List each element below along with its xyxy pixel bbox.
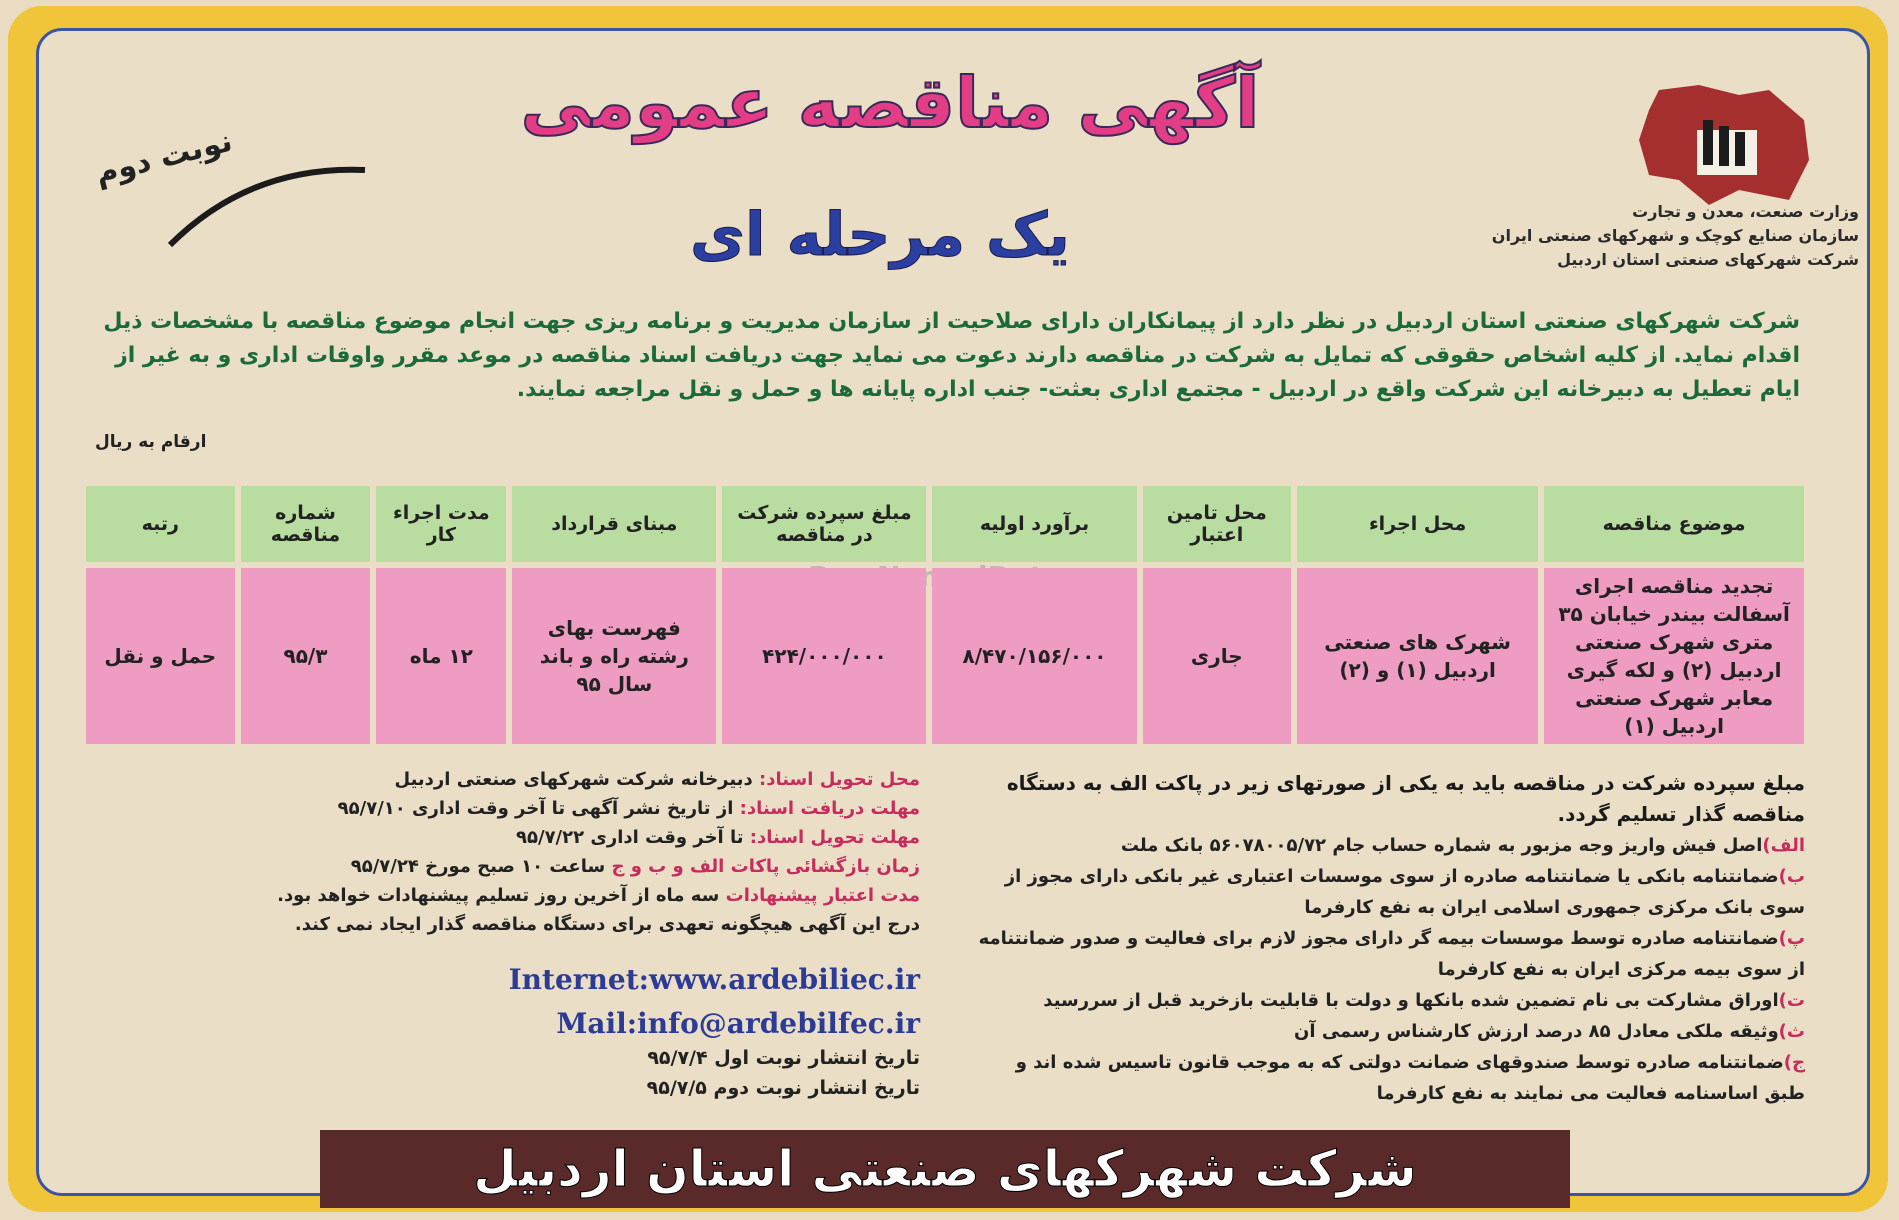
email-link[interactable]: Mail:info@ardebilfec.ir <box>556 1007 920 1040</box>
organization-lines <box>1439 200 1859 272</box>
turn-label: نوبت دوم <box>91 123 236 192</box>
deposit-item <box>975 861 1805 923</box>
deposit-item-text: ضمانتنامه صادره توسط صندوقهای ضمانت دولتی که به موجب قانون تاسیس شده اند و طبق اساسنامه فعالیت می نمایند به نفع کارفرما <box>1015 1052 1805 1104</box>
deposit-item <box>975 923 1805 985</box>
page-title: آگهی مناقصه عمومی <box>520 62 1260 144</box>
ministry-logo <box>1619 80 1819 210</box>
deposit-item-mark: ث) <box>1778 1021 1805 1042</box>
deposit-lead: مبلغ سپرده شرکت در مناقصه باید به یکی از صورتهای زیر در پاکت الف به دستگاه مناقصه گذار تسلیم گردد. <box>1006 771 1805 826</box>
org-line: سازمان صنایع کوچک و شهرکهای صنعتی ایران <box>1491 226 1859 245</box>
deposit-section <box>975 768 1805 1109</box>
footer-banner: شرکت شهرکهای صنعتی استان اردبیل <box>320 1130 1570 1208</box>
col-contract-basis: مبنای قرارداد <box>512 486 716 562</box>
detail-label: مهلت دریافت اسناد: <box>739 798 920 819</box>
website-link[interactable]: Internet:www.ardebiliec.ir <box>508 963 920 996</box>
deposit-item <box>975 1016 1805 1047</box>
deposit-item-mark: ج) <box>1783 1052 1805 1073</box>
cell-estimate: ۸/۴۷۰/۱۵۶/۰۰۰ <box>932 568 1136 744</box>
deposit-item-text: اوراق مشارکت بی نام تضمین شده بانکها و دولت با قابلیت بازخرید قبل از سررسید <box>1043 990 1779 1011</box>
cell-location: شهرک های صنعتی اردبیل (۱) و (۲) <box>1297 568 1538 744</box>
detail-label: مهلت تحویل اسناد: <box>749 827 920 848</box>
detail-value: تا آخر وقت اداری ۹۵/۷/۲۲ <box>516 827 744 848</box>
publish-second: تاریخ انتشار نوبت دوم ۹۵/۷/۵ <box>646 1077 920 1099</box>
contact-block <box>470 958 920 1046</box>
detail-value: سه ماه از آخرین روز تسلیم پیشنهادات خواهد بود. <box>277 885 720 906</box>
col-funding: محل تامین اعتبار <box>1143 486 1291 562</box>
deposit-item <box>975 985 1805 1016</box>
org-line: وزارت صنعت، معدن و تجارت <box>1632 202 1859 221</box>
tender-table <box>80 480 1810 748</box>
intro-paragraph: شرکت شهرکهای صنعتی استان اردبیل در نظر دارد از پیمانکاران دارای صلاحیت از سازمان مدیریت و برنامه ریزی جهت انجام موضوع مناقصه با مشخصات ذیل اقدام نماید. از کلیه اشخاص حقوقی که تمایل به شرکت در مناقصه دارند دعوت می نماید جهت دریافت اسناد مناقصه در موعد مقرر واوقات اداری و به غیر از ایام تعطیل به دبیرخانه این شرکت واقع در اردبیل - مجتمع اداری بعثت- جنب اداره پایانه ها و حمل و نقل مراجعه نمایند. <box>103 309 1800 402</box>
publish-first: تاریخ انتشار نوبت اول ۹۵/۷/۴ <box>647 1047 920 1069</box>
deposit-item-text: ضمانتنامه بانکی یا ضمانتنامه صادره از سوی موسسات اعتباری غیر بانکی دارای مجوز از سوی بانک مرکزی جمهوری اسلامی ایران به نفع کارفرما <box>1004 866 1805 918</box>
cell-deposit: ۴۲۴/۰۰۰/۰۰۰ <box>722 568 926 744</box>
cell-duration: ۱۲ ماه <box>376 568 506 744</box>
detail-line <box>180 765 920 794</box>
detail-value: ساعت ۱۰ صبح مورخ ۹۵/۷/۲۴ <box>350 856 606 877</box>
detail-line <box>180 881 920 910</box>
deposit-item-mark: پ) <box>1778 928 1805 949</box>
cell-funding: جاری <box>1143 568 1291 744</box>
cell-subject: تجدید مناقصه اجرای آسفالت بیندر خیابان ۳۵ متری شهرک صنعتی اردبیل (۲) و لکه گیری معابر شهرک صنعتی اردبیل (۱) <box>1544 568 1804 744</box>
detail-line <box>180 823 920 852</box>
table-row <box>86 568 1804 744</box>
deposit-item-text: وثیقه ملکی معادل ۸۵ درصد ارزش کارشناس رسمی آن <box>1294 1021 1779 1042</box>
deposit-item-text: اصل فیش واریز وجه مزبور به شماره حساب جام ۵۶۰۷۸۰۰۵/۷۲ بانک ملت <box>1120 835 1763 856</box>
col-location: محل اجراء <box>1297 486 1538 562</box>
col-duration: مدت اجراء کار <box>376 486 506 562</box>
col-deposit: مبلغ سپرده شرکت در مناقصه <box>722 486 926 562</box>
disclaimer: درج این آگهی هیچگونه تعهدی برای دستگاه مناقصه گذار ایجاد نمی کند. <box>294 914 920 935</box>
detail-label: زمان بازگشائی پاکات الف و ب و ج <box>611 856 920 877</box>
deposit-item <box>975 1047 1805 1109</box>
detail-line <box>180 852 920 881</box>
deposit-item-mark: ت) <box>1778 990 1805 1011</box>
page-subtitle: یک مرحله ای <box>690 200 1070 270</box>
publish-dates <box>560 1043 920 1103</box>
detail-line <box>180 794 920 823</box>
col-tender-number: شماره مناقصه <box>241 486 371 562</box>
col-estimate: برآورد اولیه <box>932 486 1136 562</box>
detail-label: محل تحویل اسناد: <box>759 769 920 790</box>
unit-note: ارقام به ریال <box>95 432 207 452</box>
cell-grade: حمل و نقل <box>86 568 235 744</box>
deposit-item-mark: الف) <box>1762 835 1805 856</box>
deposit-item-text: ضمانتنامه صادره توسط موسسات بیمه گر دارای مجوز لازم برای فعالیت و صدور ضمانتنامه از سوی بیمه مرکزی ایران به نفع کارفرما <box>978 928 1805 980</box>
detail-label: مدت اعتبار پیشنهادات <box>725 885 920 906</box>
cell-tender-number: ۹۵/۳ <box>241 568 371 744</box>
detail-value: از تاریخ نشر آگهی تا آخر وقت اداری ۹۵/۷/۱۰ <box>337 798 734 819</box>
col-subject: موضوع مناقصه <box>1544 486 1804 562</box>
org-line: شرکت شهرکهای صنعتی استان اردبیل <box>1557 250 1859 269</box>
deposit-item-mark: ب) <box>1778 866 1805 887</box>
cell-contract-basis: فهرست بهای رشته راه و باند سال ۹۵ <box>512 568 716 744</box>
detail-value: دبیرخانه شرکت شهرکهای صنعتی اردبیل <box>394 769 753 790</box>
table-header-row <box>86 486 1804 562</box>
deposit-item <box>975 830 1805 861</box>
details-section <box>180 765 920 939</box>
col-grade: رتبه <box>86 486 235 562</box>
